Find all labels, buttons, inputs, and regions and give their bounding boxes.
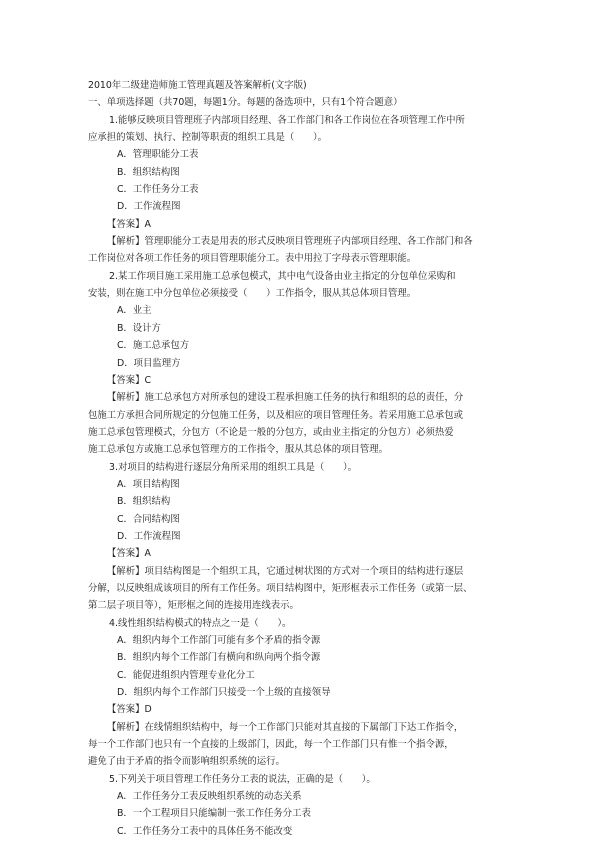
question-1-option-a: A．管理职能分工表 xyxy=(117,149,199,161)
question-3-option-d: D．工作流程图 xyxy=(117,530,181,542)
question-2-analysis-line-2: 包施工方承担合同所规定的分包施工任务，以及相应的项目管理任务。若采用施工总承包或 xyxy=(88,409,464,421)
question-3-option-c: C．合同结构图 xyxy=(117,513,180,525)
question-1-stem-line-1: 1.能够反映项目管理班子内部项目经理、各工作部门和各工作岗位在各项管理工作中所 xyxy=(109,114,465,126)
question-3-option-a: A．项目结构图 xyxy=(117,478,180,490)
question-2-stem-line-1: 2.某工作项目施工采用施工总承包模式，其中电气设备由业主指定的分包单位采购和 xyxy=(109,270,456,282)
document-title: 2010年二级建造师施工管理真题及答案解析(文字版) xyxy=(88,80,307,91)
question-1-option-d: D．工作流程图 xyxy=(117,201,181,213)
question-5-option-c: C．工作任务分工表中的具体任务不能改变 xyxy=(117,825,293,837)
question-5-option-a: A．工作任务分工表反映组织系统的动态关系 xyxy=(117,791,302,803)
question-1-analysis-line-1: 【解析】管理职能分工表是用表的形式反映项目管理班子内部项目经理、各工作部门和各 xyxy=(107,236,473,248)
question-3-answer: 【答案】A xyxy=(107,548,151,560)
question-1-stem-line-2: 应承担的策划、执行、控制等职责的组织工具是（ ）。 xyxy=(88,132,328,144)
question-4-stem-line-1: 4.线性组织结构模式的特点之一是（ ）。 xyxy=(109,617,292,629)
question-1-answer: 【答案】A xyxy=(107,218,151,230)
question-2-analysis-line-1: 【解析】施工总承包方对所承包的建设工程承担施工任务的执行和组织的总的责任，分 xyxy=(107,392,464,404)
question-4-option-c: C．能促进组织内管理专业化分工 xyxy=(117,669,255,681)
question-4-analysis-line-1: 【解析】在线情组织结构中，每一个工作部门只能对其直接的下属部门下达工作指令， xyxy=(107,721,464,733)
question-2-option-d: D．项目监理方 xyxy=(117,357,181,369)
question-2-option-a: A．业主 xyxy=(117,305,152,317)
question-5-stem-line-1: 5.下列关于项目管理工作任务分工表的说法，正确的是（ ）。 xyxy=(109,773,376,785)
question-2-option-b: B．设计方 xyxy=(117,322,161,334)
question-3-option-b: B．组织结构 xyxy=(117,496,171,508)
question-1-option-b: B．组织结构图 xyxy=(117,166,180,178)
question-3-analysis-line-2: 分解，以反映组成该项目的所有工作任务。项目结构图中，矩形框表示工作任务（或第一层、 xyxy=(88,582,473,594)
question-5-option-b: B．一个工程项目只能编制一张工作任务分工表 xyxy=(117,808,311,820)
question-2-analysis-line-3: 施工总承包管理模式，分包方（不论是一般的分包方，或由业主指定的分包方）必须热爱 xyxy=(88,426,454,438)
question-2-option-c: C．施工总承包方 xyxy=(117,340,190,352)
question-2-analysis-line-4: 施工总承包方或施工总承包管理方的工作指令，服从其总体的项目管理。 xyxy=(88,444,389,456)
question-1-option-c: C．工作任务分工表 xyxy=(117,184,199,196)
question-4-answer: 【答案】D xyxy=(107,704,152,716)
question-4-option-a: A．组织内每个工作部门可能有多个矛盾的指令源 xyxy=(117,635,321,646)
question-1-analysis-line-2: 工作岗位对各项工作任务的项目管理职能分工。表中用拉丁字母表示管理职能。 xyxy=(88,253,417,265)
question-2-answer: 【答案】C xyxy=(107,374,152,386)
document-content xyxy=(88,77,508,840)
question-4-option-d: D．组织内每个工作部门只接受一个上级的直接领导 xyxy=(117,687,331,699)
section-header: 一、单项选择题（共70题，每题1分。每题的备选项中，只有1个符合题意） xyxy=(88,97,403,109)
question-4-analysis-line-2: 每一个工作部门也只有一个直接的上级部门，因此，每一个工作部门只有惟一个指令源， xyxy=(88,739,454,751)
question-4-analysis-line-3: 避免了由于矛盾的指令而影响组织系统的运行。 xyxy=(88,756,285,768)
question-2-stem-line-2: 安装，则在施工中分包单位必须接受（ ）工作指令，服从其总体项目管理。 xyxy=(88,288,417,300)
question-3-analysis-line-1: 【解析】项目结构图是一个组织工具，它通过树状图的方式对一个项目的结构进行逐层 xyxy=(107,565,464,577)
question-3-analysis-line-3: 第二层子项目等），矩形框之间的连接用连线表示。 xyxy=(88,600,299,612)
question-3-stem-line-1: 3.对项目的结构进行逐层分角所采用的组织工具是（ ）。 xyxy=(109,461,358,473)
question-4-option-b: B．组织内每个工作部门有横向和纵向两个指令源 xyxy=(117,652,321,664)
